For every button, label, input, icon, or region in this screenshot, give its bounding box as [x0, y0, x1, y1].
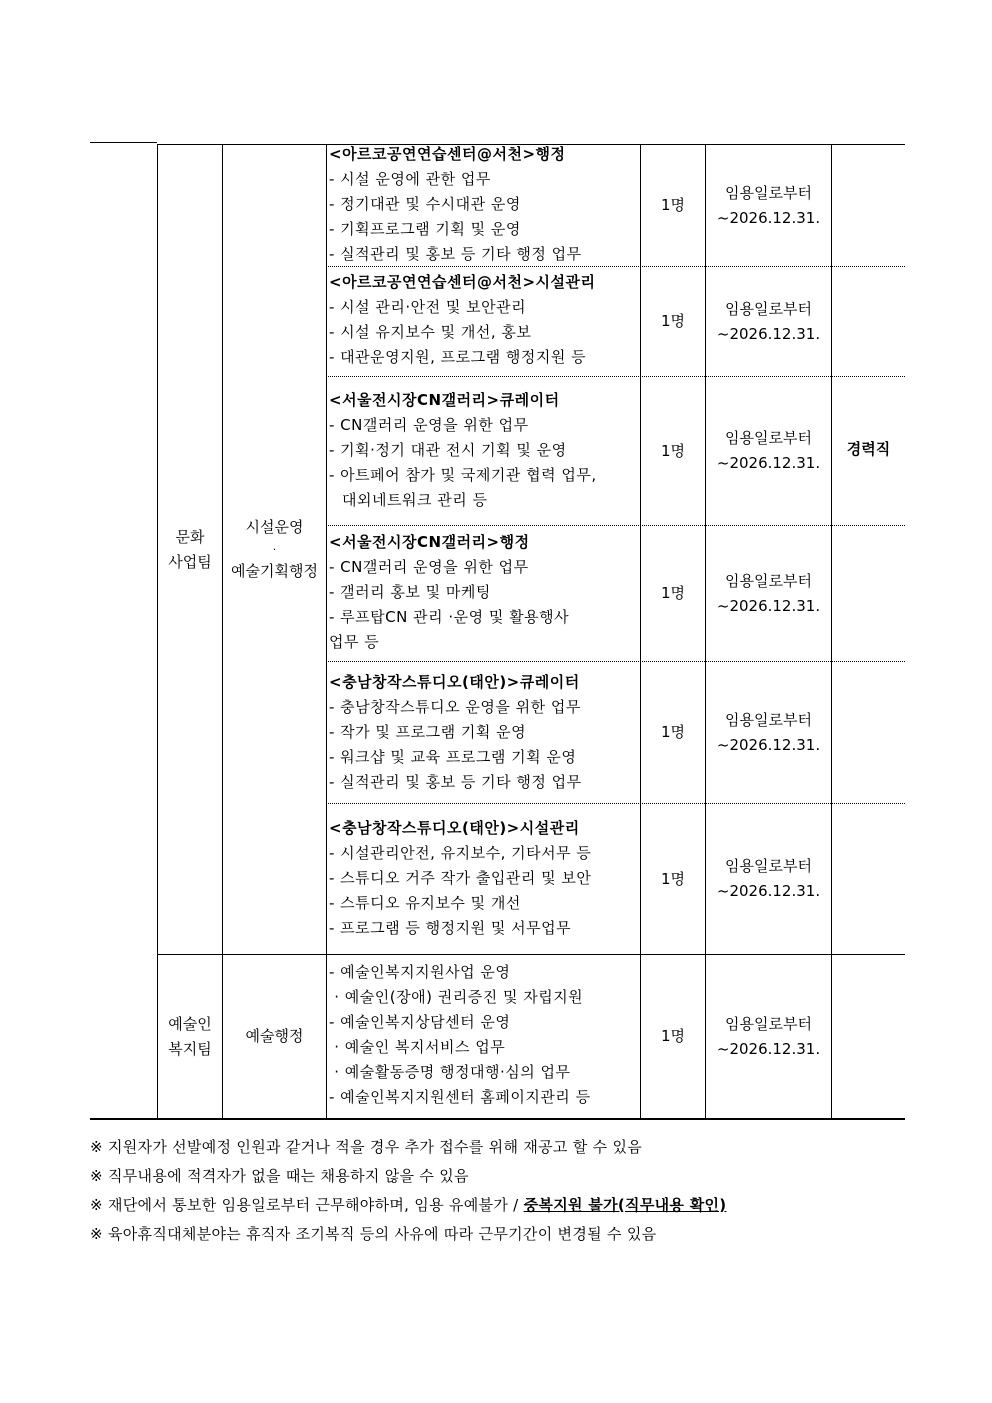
- note-text: 재단에서 통보한 임용일로부터 근무해야하며, 임용 유예불가 /: [107, 1196, 524, 1214]
- team-name-line: 사업팀: [168, 552, 212, 571]
- duty-cell: [329, 530, 569, 655]
- col-divider: [326, 144, 327, 1119]
- duty-line: - 시설 유지보수 및 개선, 홍보: [329, 323, 532, 341]
- position-title: <충남창작스튜디오(태안)>큐레이터: [329, 673, 580, 691]
- headcount-cell: [641, 955, 705, 1118]
- duty-line: - 루프탑CN 관리 ·운영 및 활용행사: [329, 608, 570, 626]
- field-name-line: ·: [272, 543, 277, 556]
- duty-cell: [329, 388, 597, 513]
- period-line: 임용일로부터: [725, 299, 812, 318]
- position-title: <아르코공연연습센터@서천>시설관리: [329, 273, 596, 291]
- period-line: 임용일로부터: [725, 857, 812, 875]
- duty-line: - CN갤러리 운영을 위한 업무: [329, 416, 529, 434]
- note-text: 육아휴직대체분야는 휴직자 조기복직 등의 사유에 따라 근무기간이 변경될 수 있음: [107, 1225, 657, 1243]
- duty-line: - 스튜디오 유지보수 및 개선: [329, 894, 521, 912]
- note-mark: ※: [90, 1225, 103, 1243]
- note-emphasis: 중복지원 불가(직무내용 확인): [523, 1196, 727, 1214]
- duty-line: - 대관운영지원, 프로그램 행정지원 등: [329, 348, 587, 366]
- note-text: 지원자가 선발예정 인원과 같거나 적을 경우 추가 접수를 위해 재공고 할 수 있음: [107, 1138, 643, 1156]
- headcount-cell: [641, 804, 705, 954]
- duty-line: - 갤러리 홍보 및 마케팅: [329, 583, 491, 601]
- period-cell: [706, 377, 831, 525]
- duty-line: - 스튜디오 거주 작가 출입관리 및 보안: [329, 869, 592, 887]
- headcount-cell: [641, 267, 705, 376]
- headcount: 1명: [660, 312, 686, 330]
- headcount: 1명: [660, 723, 686, 741]
- period-line: ~2026.12.31.: [716, 208, 821, 227]
- period-line: 임용일로부터: [725, 571, 812, 590]
- headcount: 1명: [660, 1027, 686, 1045]
- position-title: <서울전시장CN갤러리>행정: [329, 533, 530, 551]
- headcount-cell: [641, 662, 705, 803]
- duty-line: - 작가 및 프로그램 기획 운영: [329, 723, 527, 741]
- bottom-border: [90, 1118, 905, 1120]
- headcount-cell: [641, 145, 705, 266]
- team-cell-welfare: [158, 955, 222, 1118]
- headcount-cell: [641, 377, 705, 525]
- field-name-line: 예술기획행정: [231, 562, 318, 580]
- duty-cell: [329, 960, 591, 1110]
- position-title: <서울전시장CN갤러리>큐레이터: [329, 391, 560, 409]
- duty-line: 업무 등: [329, 633, 380, 651]
- duty-line: - 충남창작스튜디오 운영을 위한 업무: [329, 698, 581, 716]
- position-title: <아르코공연연습센터@서천>행정: [329, 145, 566, 163]
- period-line: 임용일로부터: [725, 429, 812, 447]
- duty-line: · 예술인 복지서비스 업무: [329, 1038, 506, 1056]
- team-name-line: 예술인: [168, 1014, 212, 1033]
- team-cell-culture: [158, 145, 222, 954]
- period-line: ~2026.12.31.: [716, 454, 821, 472]
- duty-line: - 기획·정기 대관 전시 기획 및 운영: [329, 441, 567, 459]
- field-cell-welfare: [223, 955, 326, 1118]
- note-item: [90, 1191, 910, 1220]
- field-name: 예술행정: [245, 1027, 304, 1045]
- duty-line: - 아트페어 참가 및 국제기관 협력 업무,: [329, 466, 597, 484]
- note-mark: ※: [90, 1138, 103, 1156]
- period-line: ~2026.12.31.: [716, 1039, 821, 1058]
- duty-cell: [329, 670, 582, 795]
- duty-cell: [329, 816, 591, 941]
- headcount: 1명: [660, 584, 686, 602]
- period-cell: [706, 526, 831, 661]
- team-name-line: 복지팀: [168, 1039, 212, 1058]
- period-line: 임용일로부터: [725, 710, 812, 729]
- note-item: [90, 1133, 910, 1162]
- field-name-line: 시설운영: [245, 518, 304, 536]
- duty-line: - 시설관리안전, 유지보수, 기타서무 등: [329, 844, 592, 862]
- duty-line: - 워크샵 및 교육 프로그램 기획 운영: [329, 748, 577, 766]
- duty-line: - 실적관리 및 홍보 등 기타 행정 업무: [329, 773, 582, 791]
- period-cell: [706, 145, 831, 266]
- period-line: ~2026.12.31.: [716, 324, 821, 343]
- note-item: [90, 1162, 910, 1191]
- duty-line: - 예술인복지지원센터 홈페이지관리 등: [329, 1088, 591, 1106]
- headcount: 1명: [660, 196, 686, 214]
- headcount: 1명: [660, 869, 686, 888]
- note-item: [90, 1220, 910, 1249]
- career-cell: [832, 145, 905, 754]
- duty-line: - 프로그램 등 행정지원 및 서무업무: [329, 919, 572, 937]
- duty-line: 대외네트워크 관리 등: [342, 491, 488, 509]
- duty-line: - 예술인복지지원사업 운영: [329, 963, 511, 981]
- period-cell: [706, 804, 831, 954]
- team-name-line: 문화: [175, 527, 205, 546]
- period-line: ~2026.12.31.: [716, 596, 821, 615]
- duty-cell: [329, 142, 582, 267]
- duty-line: · 예술활동증명 행정대행·심의 업무: [329, 1063, 571, 1081]
- duty-line: - 실적관리 및 홍보 등 기타 행정 업무: [329, 245, 582, 263]
- duty-line: · 예술인(장애) 권리증진 및 자립지원: [329, 988, 584, 1006]
- headcount-cell: [641, 526, 705, 661]
- note-mark: ※: [90, 1196, 103, 1214]
- duty-line: - 기획프로그램 기획 및 운영: [329, 220, 521, 238]
- duty-line: - CN갤러리 운영을 위한 업무: [329, 558, 529, 576]
- duty-line: - 정기대관 및 수시대관 운영: [329, 195, 521, 213]
- duty-line: - 시설 관리·안전 및 보안관리: [329, 298, 527, 316]
- field-cell-facility: [223, 145, 326, 954]
- headcount: 1명: [660, 441, 686, 460]
- period-line: ~2026.12.31.: [716, 735, 821, 754]
- period-cell: [706, 267, 831, 376]
- notes-section: [90, 1133, 910, 1249]
- period-line: 임용일로부터: [725, 183, 812, 202]
- period-line: ~2026.12.31.: [716, 882, 821, 900]
- period-cell: [706, 955, 831, 1118]
- note-mark: ※: [90, 1167, 103, 1185]
- period-line: 임용일로부터: [725, 1014, 812, 1033]
- note-text: 직무내용에 적격자가 없을 때는 채용하지 않을 수 있음: [107, 1167, 469, 1185]
- period-cell: [706, 662, 831, 803]
- duty-line: - 예술인복지상담센터 운영: [329, 1013, 511, 1031]
- duty-cell: [329, 270, 596, 370]
- top-border-left: [90, 142, 157, 143]
- duty-line: - 시설 운영에 관한 업무: [329, 170, 491, 188]
- position-title: <충남창작스튜디오(태안)>시설관리: [329, 819, 580, 837]
- career-label: 경력직: [846, 440, 891, 458]
